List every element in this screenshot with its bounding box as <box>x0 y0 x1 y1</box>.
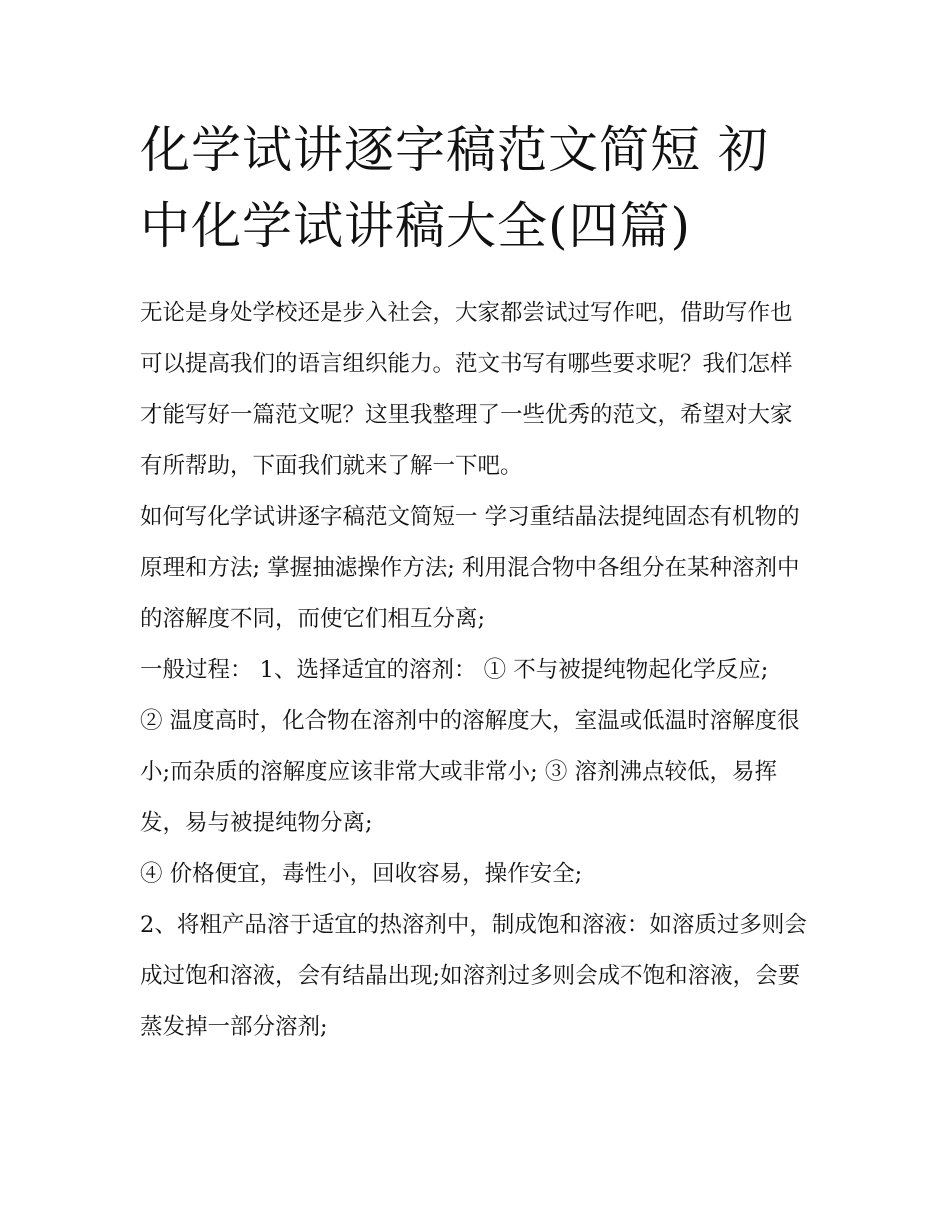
paragraph-step-2: 2、将粗产品溶于适宜的热溶剂中，制成饱和溶液：如溶质过多则会成过饱和溶液，会有结晶出现;如溶剂过多则会成不饱和溶液，会要蒸发掉一部分溶剂; <box>140 912 807 1040</box>
paragraph-intro: 无论是身处学校还是步入社会，大家都尝试过写作吧，借助写作也可以提高我们的语言组织能力。范文书写有哪些要求呢？我们怎样才能写好一篇范文呢？这里我整理了一些优秀的范文，希望对大家有所帮助，下面我们就来了解一下吧。 <box>140 300 793 479</box>
document-title: 化学试讲逐字稿范文简短 初中化学试讲稿大全(四篇) <box>140 121 769 255</box>
paragraph-objectives: 如何写化学试讲逐字稿范文简短一 学习重结晶法提纯固态有机物的原理和方法; 掌握抽滤操作方法; 利用混合物中各组分在某种溶剂中的溶解度不同，而使它们相互分离; <box>140 504 800 632</box>
document-page <box>140 112 812 1053</box>
paragraph-criteria-4: ④ 价格便宜，毒性小，回收容易，操作安全; <box>140 861 583 887</box>
paragraph-criteria-2-3: ② 温度高时，化合物在溶剂中的溶解度大，室温或低温时溶解度很小;而杂质的溶解度应该非常大或非常小; ③ 溶剂沸点较低，易挥发，易与被提纯物分离; <box>140 708 800 836</box>
paragraph-step-1: 一般过程： 1、选择适宜的溶剂： ① 不与被提纯物起化学反应; <box>140 657 769 683</box>
